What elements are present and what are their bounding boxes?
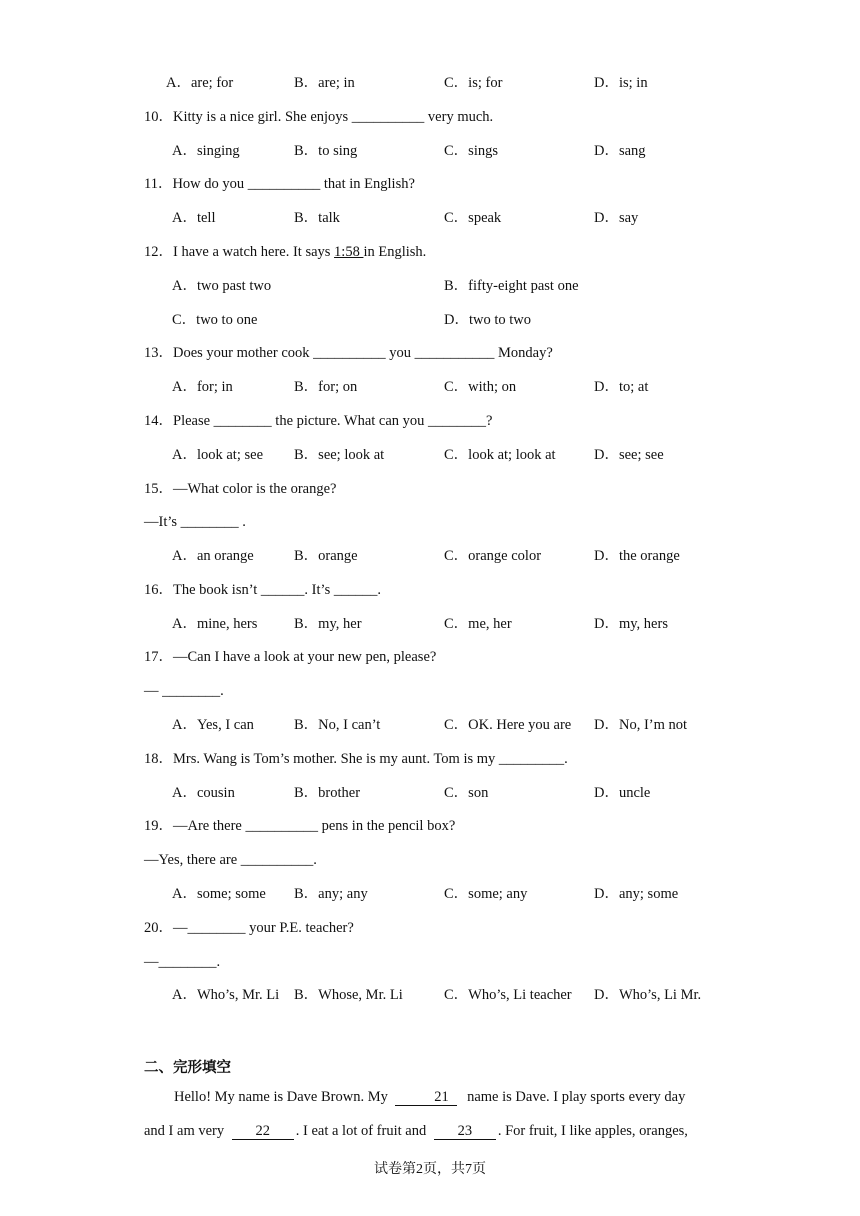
q17-stem-response: — ________. [144, 683, 224, 699]
q17-stem: 17．—Can I have a look at your new pen, please? [144, 649, 437, 665]
q12-option-b[interactable]: B．fifty-eight past one [444, 278, 579, 294]
q12-option-d[interactable]: D．two to two [444, 312, 531, 328]
q20-stem-response: —________. [144, 954, 221, 970]
q14-option-d[interactable]: D．see; see [594, 447, 664, 463]
q15-option-d[interactable]: D．the orange [594, 548, 680, 564]
q11-option-d[interactable]: D．say [594, 210, 639, 226]
q20-stem: 20．—________ your P.E. teacher? [144, 920, 354, 936]
q20-option-b[interactable]: B．Whose, Mr. Li [294, 987, 403, 1003]
passage-line-2 [144, 1121, 718, 1141]
q17-option-a[interactable]: A．Yes, I can [172, 717, 254, 733]
passage-text: Hello! My name is Dave Brown. My [174, 1089, 392, 1105]
q12-time-underlined: 1:58 [334, 244, 364, 260]
q13-stem: 13．Does your mother cook __________ you ___________ Monday? [144, 345, 553, 361]
q13-option-b[interactable]: B．for; on [294, 379, 358, 395]
q15-option-a[interactable]: A．an orange [172, 548, 254, 564]
q16-option-a[interactable]: A．mine, hers [172, 616, 258, 632]
q19-stem: 19．—Are there __________ pens in the pencil box? [144, 818, 456, 834]
q17-option-b[interactable]: B．No, I can’t [294, 717, 381, 733]
q9-option-c[interactable]: C．is; for [444, 75, 503, 91]
q20-option-d[interactable]: D．Who’s, Li Mr. [594, 987, 702, 1003]
passage-text: name is Dave. I play sports every day [463, 1089, 686, 1105]
q11-option-a[interactable]: A．tell [172, 210, 216, 226]
q18-option-a[interactable]: A．cousin [172, 785, 235, 801]
q18-stem: 18．Mrs. Wang is Tom’s mother. She is my aunt. Tom is my _________. [144, 751, 568, 767]
q14-option-c[interactable]: C．look at; look at [444, 447, 556, 463]
q19-option-c[interactable]: C．some; any [444, 886, 528, 902]
q19-option-d[interactable]: D．any; some [594, 886, 679, 902]
page-footer: 试卷第2页，共7页 [374, 1162, 486, 1177]
q19-stem-response: —Yes, there are __________. [144, 852, 317, 868]
q12-stem [144, 242, 426, 262]
q9-option-d[interactable]: D．is; in [594, 75, 648, 91]
q11-option-b[interactable]: B．talk [294, 210, 340, 226]
blank-22[interactable]: 22 [232, 1123, 294, 1140]
q10-option-d[interactable]: D．sang [594, 143, 646, 159]
passage-text: . I eat a lot of fruit and [295, 1123, 430, 1139]
q13-option-c[interactable]: C．with; on [444, 379, 517, 395]
q16-option-b[interactable]: B．my, her [294, 616, 362, 632]
q10-option-c[interactable]: C．sings [444, 143, 498, 159]
passage-text: and I am very [144, 1123, 228, 1139]
q16-option-c[interactable]: C．me, her [444, 616, 512, 632]
q13-option-d[interactable]: D．to; at [594, 379, 649, 395]
q15-option-c[interactable]: C．orange color [444, 548, 542, 564]
q19-option-b[interactable]: B．any; any [294, 886, 368, 902]
passage-line-1 [144, 1087, 718, 1107]
q16-option-d[interactable]: D．my, hers [594, 616, 668, 632]
q9-option-b[interactable]: B．are; in [294, 75, 355, 91]
q13-option-a[interactable]: A．for; in [172, 379, 233, 395]
q12-option-a[interactable]: A．two past two [172, 278, 272, 294]
section-title-cloze: 二、完形填空 [144, 1060, 231, 1076]
blank-21[interactable]: 21 [395, 1089, 457, 1106]
q19-option-a[interactable]: A．some; some [172, 886, 266, 902]
q20-option-a[interactable]: A．Who’s, Mr. Li [172, 987, 280, 1003]
q10-option-a[interactable]: A．singing [172, 143, 240, 159]
q14-option-a[interactable]: A．look at; see [172, 447, 264, 463]
q15-option-b[interactable]: B．orange [294, 548, 358, 564]
q10-option-b[interactable]: B．to sing [294, 143, 358, 159]
q10-stem: 10．Kitty is a nice girl. She enjoys __________ very much. [144, 109, 494, 125]
q16-stem: 16．The book isn’t ______. It’s ______. [144, 582, 381, 598]
q18-option-d[interactable]: D．uncle [594, 785, 651, 801]
q14-stem: 14．Please ________ the picture. What can you ________? [144, 413, 493, 429]
q18-option-c[interactable]: C．son [444, 785, 489, 801]
q12-stem-end: in English. [363, 244, 427, 260]
q12-stem-text: 12．I have a watch here. It says [144, 244, 335, 260]
q20-option-c[interactable]: C．Who’s, Li teacher [444, 987, 572, 1003]
q15-stem-response: —It’s ________ . [144, 514, 246, 530]
q14-option-b[interactable]: B．see; look at [294, 447, 385, 463]
q9-option-a[interactable]: A．are; for [166, 75, 234, 91]
q18-option-b[interactable]: B．brother [294, 785, 361, 801]
q12-option-c[interactable]: C．two to one [172, 312, 258, 328]
q17-option-c[interactable]: C．OK. Here you are [444, 717, 572, 733]
blank-23[interactable]: 23 [434, 1123, 496, 1140]
passage-text: . For fruit, I like apples, oranges, [497, 1123, 688, 1139]
q11-option-c[interactable]: C．speak [444, 210, 502, 226]
q11-stem: 11．How do you __________ that in English? [144, 176, 415, 192]
q15-stem: 15．—What color is the orange? [144, 481, 337, 497]
q17-option-d[interactable]: D．No, I’m not [594, 717, 688, 733]
